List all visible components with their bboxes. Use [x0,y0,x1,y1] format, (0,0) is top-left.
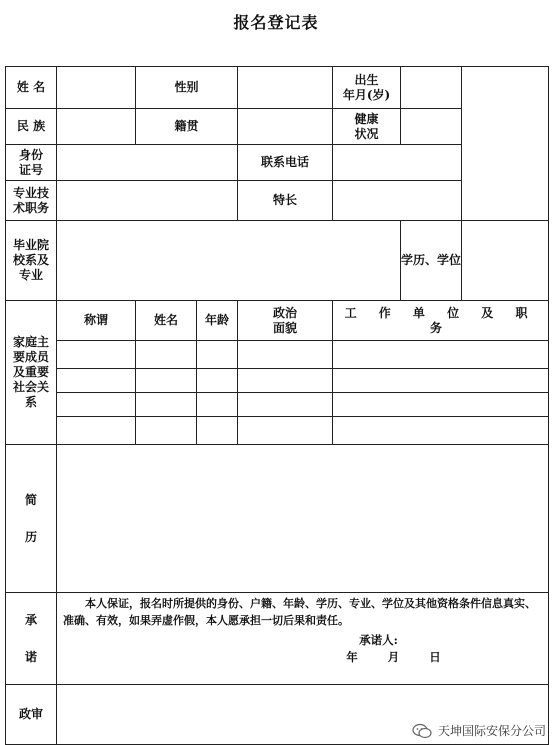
health-label-line1: 健康 [354,111,379,126]
specialty-field[interactable] [333,181,462,221]
birth-label [333,67,401,109]
family-cell[interactable] [57,417,136,445]
family-cell[interactable] [197,417,238,445]
political-header-line: 面貌 [273,320,298,335]
family-cell[interactable] [197,341,238,369]
ethnicity-field[interactable] [57,109,136,145]
watermark [412,722,546,739]
phone-field[interactable] [333,145,462,181]
family-cell[interactable] [57,369,136,393]
political-review-label: 政审 [6,685,57,745]
ethnicity-label: 民 族 [6,109,57,145]
family-line3: 及重要 [12,365,49,379]
family-cell[interactable] [136,369,197,393]
family-cell[interactable] [197,369,238,393]
title-position-label [6,181,57,221]
form-title: 报名登记表 [233,13,319,32]
family-row [6,393,549,417]
native-place-field[interactable] [238,109,333,145]
pledge-line2: 诺 [24,649,37,664]
family-cell[interactable] [238,393,333,417]
pledge-line1: 承 [24,612,37,627]
family-header-work: 工 作 单 位 及 职 务 [333,301,549,341]
registration-form [5,66,549,745]
family-cell[interactable] [238,341,333,369]
birth-field[interactable] [401,67,462,109]
pledge-label [6,593,57,685]
native-place-label: 籍贯 [136,109,238,145]
political-header-text [238,306,332,336]
gender-field[interactable] [238,67,333,109]
watermark-text: 天坤国际安保分公司 [437,724,546,738]
family-cell[interactable] [238,417,333,445]
family-row [6,341,549,369]
health-label [333,109,401,145]
education-label: 学历、学位 [401,221,462,301]
graduated-field[interactable] [57,221,401,301]
id-number-field[interactable] [57,145,238,181]
graduated-label [6,221,57,301]
id-label-line1: 身份 [18,147,43,162]
tp-label-line1: 专业技 [12,185,49,200]
title-position-field[interactable] [57,181,238,221]
specialty-label: 特长 [238,181,333,221]
phone-label: 联系电话 [238,145,333,181]
family-cell[interactable] [333,341,549,369]
id-label-line2: 证号 [18,162,43,177]
resume-line1: 简 [24,492,37,507]
grad-label-line2: 校系及 [12,253,49,267]
family-header-political [238,301,333,341]
birth-label-line1: 出生 [354,72,379,87]
family-line1: 家庭主 [12,335,49,349]
family-cell[interactable] [333,417,549,445]
political-header-line: 政治 [273,305,298,320]
health-field[interactable] [401,109,462,145]
family-cell[interactable] [333,369,549,393]
family-cell[interactable] [238,369,333,393]
pledge-signer: 承诺人: [359,633,398,647]
pledge-text: 本人保证，报名时所提供的身份、户籍、年龄、学历、专业、学位及其他资格条件信息真实、准确、有效，如果弄虚作假，本人愿承担一切后果和责任。 [63,597,536,627]
resume-line2: 历 [24,529,37,544]
family-cell[interactable] [57,341,136,369]
family-line5: 系 [24,395,37,409]
name-label: 姓 名 [6,67,57,109]
grad-label-line1: 毕业院 [12,238,49,252]
family-label [6,301,57,445]
health-label-line2: 状况 [354,126,379,141]
family-cell[interactable] [333,393,549,417]
resume-field[interactable] [57,445,549,593]
family-row [6,417,549,445]
birth-label-line2: 年月(岁) [342,87,391,102]
pledge-cell [57,593,549,685]
family-line2: 要成员 [12,350,49,364]
resume-label [6,445,57,593]
grad-label-line3: 专业 [18,268,43,282]
family-cell[interactable] [197,393,238,417]
family-header-age: 年龄 [197,301,238,341]
family-cell[interactable] [136,417,197,445]
photo-box [462,67,549,221]
name-field[interactable] [57,67,136,109]
family-header-relation: 称谓 [57,301,136,341]
tp-label-line2: 术职务 [12,200,49,215]
education-field[interactable] [462,221,549,301]
family-line4: 社会关 [12,380,49,394]
pledge-date: 年 月 日 [346,650,441,664]
gender-label: 性别 [136,67,238,109]
family-cell[interactable] [136,393,197,417]
family-cell[interactable] [136,341,197,369]
family-header-name: 姓名 [136,301,197,341]
id-number-label [6,145,57,181]
family-row [6,369,549,393]
wechat-icon [412,723,432,739]
family-cell[interactable] [57,393,136,417]
